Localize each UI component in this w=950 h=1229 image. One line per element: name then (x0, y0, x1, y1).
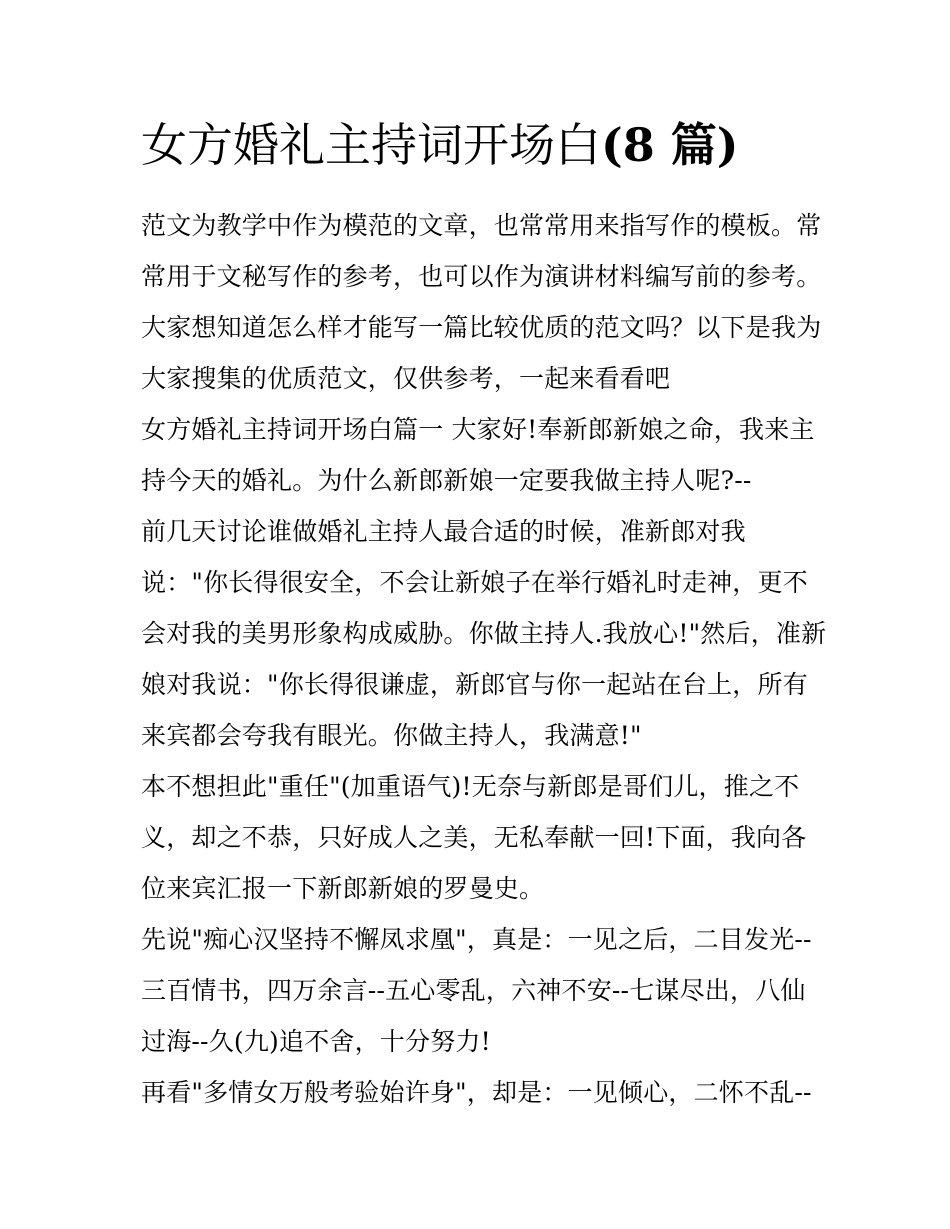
body-line: 再看"多情女万般考验始许身"，却是：一见倾心，二怀不乱-- (141, 1078, 812, 1107)
body-line: 常用于文秘写作的参考，也可以作为演讲材料编写前的参考。 (141, 262, 822, 291)
body-line: 前几天讨论谁做婚礼主持人最合适的时候，准新郎对我 (141, 517, 746, 546)
body-line: 范文为教学中作为模范的文章，也常常用来指写作的模板。常 (141, 211, 822, 240)
title-count-text: (8 篇) (601, 118, 739, 172)
body-line: 位来宾汇报一下新郎新娘的罗曼史。 (141, 874, 545, 903)
body-line: 本不想担此"重任"(加重语气)!无奈与新郎是哥们儿，推之不 (141, 772, 800, 801)
body-line: 娘对我说："你长得很谦虚，新郎官与你一起站在台上，所有 (141, 670, 808, 699)
title-main-text: 女方婚礼主持词开场白 (141, 118, 601, 172)
body-line: 女方婚礼主持词开场白篇一 大家好!奉新郎新娘之命，我来主 (141, 415, 815, 444)
body-line: 持今天的婚礼。为什么新郎新娘一定要我做主持人呢?-- (141, 466, 752, 495)
body-line: 先说"痴心汉坚持不懈凤求凰"，真是：一见之后，二目发光-- (141, 925, 812, 954)
body-line: 过海--久(九)追不舍，十分努力! (141, 1027, 491, 1056)
body-line: 义，却之不恭，只好成人之美，无私奉献一回!下面，我向各 (141, 823, 807, 852)
document-title (141, 112, 739, 178)
body-line: 会对我的美男形象构成威胁。你做主持人.我放心!"然后，准新 (141, 619, 827, 648)
body-line: 三百情书，四万余言--五心零乱，六神不安--七谋尽出，八仙 (141, 976, 806, 1005)
document-body (141, 200, 827, 1118)
body-line: 来宾都会夸我有眼光。你做主持人，我满意!" (141, 721, 642, 750)
body-line: 大家想知道怎么样才能写一篇比较优质的范文吗？以下是我为 (141, 313, 822, 342)
body-line: 大家搜集的优质范文，仅供参考，一起来看看吧 (141, 364, 671, 393)
body-line: 说："你长得很安全，不会让新娘子在举行婚礼时走神，更不 (141, 568, 808, 597)
